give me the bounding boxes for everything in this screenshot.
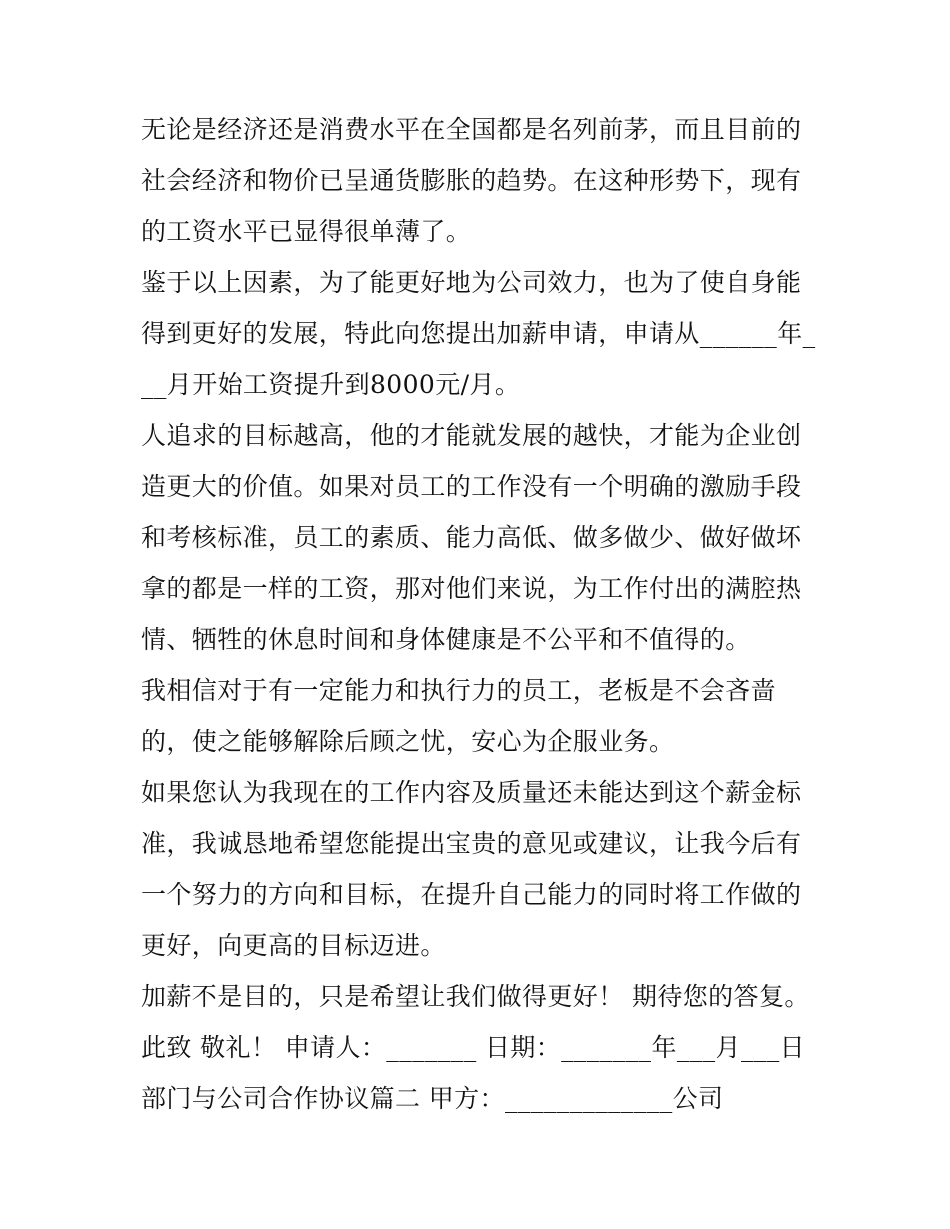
paragraph-raise-request: 鉴于以上因素，为了能更好地为公司效力，也为了使自身能得到更好的发展，特此向您提出加薪申请，申请从______年___月开始工资提升到8000元/月。 [141,268,816,399]
paragraph-purpose: 加薪不是目的，只是希望让我们做得更好！ 期待您的答复。 [141,982,810,1011]
paragraph-trust: 我相信对于有一定能力和执行力的员工，老板是不会吝啬的，使之能够解除后顾之忧，安心为企服业务。 [141,676,777,756]
paragraph-goals: 人追求的目标越高，他的才能就发展的越快，才能为企业创造更大的价值。如果对员工的工作没有一个明确的激励手段和考核标准，员工的素质、能力高低、做多做少、做好做坏拿的都是一样的工资，那对他们来说，为工作付出的满腔热情、牺牲的休息时间和身体健康是不公平和不值得的。 [141,421,802,654]
paragraph-signature: 此致 敬礼！ 申请人：_______ 日期：_______年___月___日 [141,1033,806,1062]
paragraph-economy: 无论是经济还是消费水平在全国都是名列前茅，而且目前的社会经济和物价已呈通货膨胀的趋势。在这种形势下，现有的工资水平已显得很单薄了。 [141,115,802,246]
paragraph-next-section: 部门与公司合作协议篇二 甲方：_____________公司 [141,1084,724,1113]
document-body [141,104,821,1124]
paragraph-feedback: 如果您认为我现在的工作内容及质量还未能达到这个薪金标准，我诚恳地希望您能提出宝贵的意见或建议，让我今后有一个努力的方向和目标，在提升自己能力的同时将工作做的更好，向更高的目标迈进。 [141,778,802,960]
